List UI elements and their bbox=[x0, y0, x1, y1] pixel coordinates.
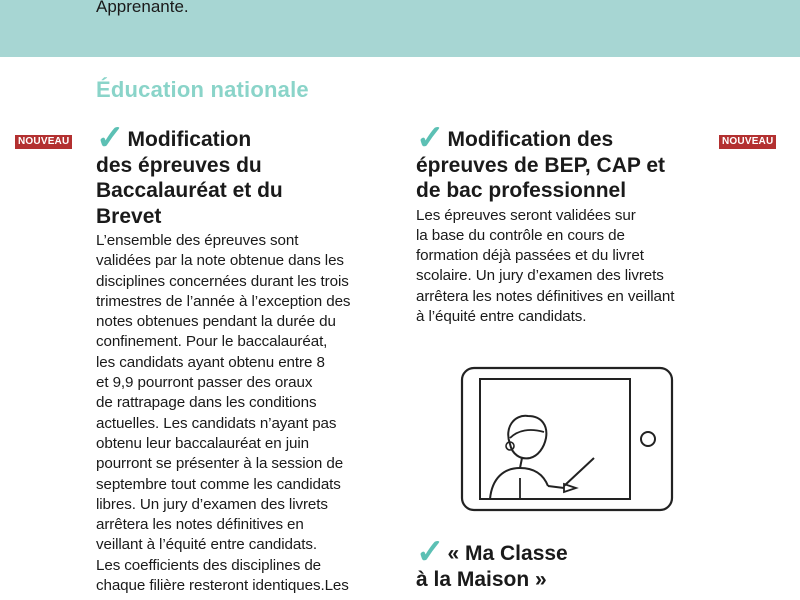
article-title bbox=[96, 120, 396, 229]
article-title-line: Baccalauréat et du bbox=[96, 179, 283, 202]
new-badge-right: NOUVEAU bbox=[719, 135, 776, 149]
body-line: arrêtera les notes définitives en veillant bbox=[416, 287, 675, 305]
body-line: Les coefficients des disciplines de bbox=[96, 556, 322, 574]
top-band bbox=[0, 0, 800, 57]
body-line: de rattrapage dans les conditions bbox=[96, 394, 317, 412]
body-line: septembre tout comme les candidats bbox=[96, 475, 341, 493]
article-title bbox=[416, 534, 716, 592]
body-line: la base du contrôle en cours de bbox=[416, 226, 625, 244]
new-badge-left: NOUVEAU bbox=[15, 135, 72, 149]
body-line: validées par la note obtenue dans les bbox=[96, 252, 344, 270]
article-title-line: épreuves de BEP, CAP et bbox=[416, 153, 666, 177]
article-title-line: « Ma Classe bbox=[447, 542, 568, 565]
check-icon: ✓ bbox=[96, 119, 125, 157]
check-icon: ✓ bbox=[416, 533, 445, 571]
article-body bbox=[96, 231, 396, 596]
article-title-line: de bac professionnel bbox=[416, 179, 627, 202]
body-line: obtenu leur baccalauréat en juin bbox=[96, 434, 309, 452]
body-line: L’ensemble des épreuves sont bbox=[96, 232, 299, 249]
article-body bbox=[416, 206, 716, 328]
body-line: disciplines concernées durant les trois bbox=[96, 272, 349, 290]
body-line: actuelles. Les candidats n’ayant pas bbox=[96, 414, 337, 432]
article-title-line: Modification bbox=[127, 128, 252, 151]
article-title-line: à la Maison » bbox=[416, 567, 547, 591]
body-line: veillant à l’équité entre candidats. bbox=[96, 536, 317, 554]
header-text-fragment: Apprenante. bbox=[96, 0, 189, 16]
body-line: libres. Un jury d’examen des livrets bbox=[96, 495, 328, 513]
body-line: à l’équité entre candidats. bbox=[416, 307, 587, 325]
article-title-line: des épreuves du bbox=[96, 153, 262, 177]
body-line: confinement. Pour le baccalauréat, bbox=[96, 333, 328, 351]
section-title: Éducation nationale bbox=[96, 77, 309, 102]
article-title bbox=[416, 120, 716, 204]
article-bac-brevet bbox=[96, 120, 396, 596]
body-line: arrêtera les notes définitives en bbox=[96, 516, 304, 534]
body-line: trimestres de l’année à l’exception des bbox=[96, 292, 351, 310]
article-bep-cap bbox=[416, 120, 716, 327]
body-line: chaque filière resteront identiques.Les bbox=[96, 577, 349, 595]
body-line: et 9,9 pourront passer des oraux bbox=[96, 374, 313, 392]
body-line: formation déjà passées et du livret bbox=[416, 247, 644, 265]
body-line: pourront se présenter à la session de bbox=[96, 455, 344, 473]
tablet-teacher-icon bbox=[460, 366, 674, 512]
body-line: scolaire. Un jury d’examen des livrets bbox=[416, 267, 664, 285]
body-line: les candidats ayant obtenu entre 8 bbox=[96, 353, 325, 371]
body-line: notes obtenues pendant la durée du bbox=[96, 313, 336, 331]
body-line: Les épreuves seront validées sur bbox=[416, 206, 636, 224]
article-ma-classe bbox=[416, 534, 716, 592]
check-icon: ✓ bbox=[416, 119, 445, 157]
article-title-line: Modification des bbox=[447, 128, 614, 151]
article-title-line: Brevet bbox=[96, 204, 162, 228]
